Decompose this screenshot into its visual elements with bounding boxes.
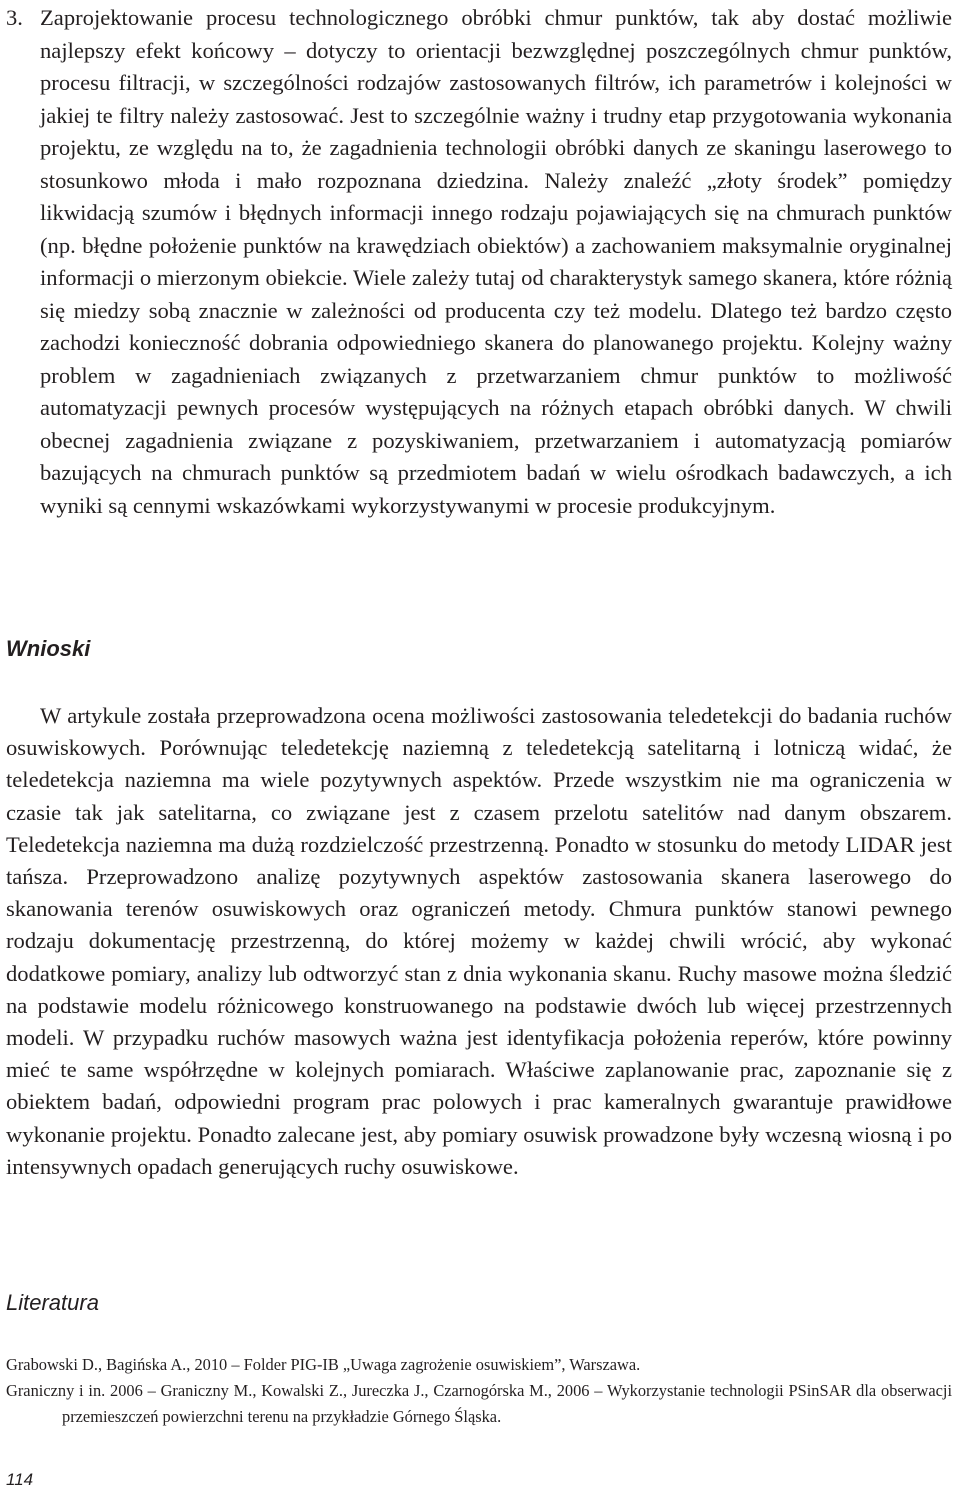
section-title-wnioski: Wnioski [6,636,91,661]
list-item-number: 3. [6,5,23,30]
reference-list [6,1352,952,1430]
page-number: 114 [6,1470,34,1489]
reference-item: Graniczny i in. 2006 – Graniczny M., Kowalski Z., Jureczka J., Czarnogórska M., 2006 – Wykorzystanie technologii PSinSAR dla obserwacji przemieszczeń powierzchni terenu na przykładzie Górnego Śląska. [6,1381,952,1426]
reference-item: Grabowski D., Bagińska A., 2010 – Folder PIG-IB „Uwaga zagrożenie osuwiskiem”, Warszawa. [6,1355,641,1374]
list-item-text: Zaprojektowanie procesu technologicznego obróbki chmur punktów, tak aby dostać możliwie najlepszy efekt końcowy – dotyczy to orientacji bezwzględnej poszczególnych chmur punktów, procesu filtracji, w szczególności rodzajów zastosowanych filtrów, ich parametrów i kolejności w jakiej te filtry należy zastosować. Jest to szczególnie ważny i trudny etap przygotowania wykonania projektu, ze względu na to, że zagadnienia technologii obróbki danych ze skaningu laserowego to stosunkowo młoda i mało rozpoznana dziedzina. Należy znaleźć „złoty środek” pomiędzy likwidacją szumów i błędnych informacji innego rodzaju pojawiających się na chmurach punktów (np. błędne położenie punktów na krawędziach obiektów) a zachowaniem maksymalnie oryginalnej informacji o mierzonym obiekcie. Wiele zależy tutaj od charakterystyk samego skanera, które różnią się miedzy sobą znacznie w zależności od producenta czy też modelu. Dlatego też bardzo często zachodzi konieczność dobrania odpowiedniego skanera do planowanego projektu. Kolejny ważny problem w zagadnieniach związanych z przetwarzaniem chmur punktów to możliwość automatyzacji pewnych procesów występujących na różnych etapach obróbki danych. W chwili obecnej zagadnienia związane z pozyskiwaniem, przetwarzaniem i automatyzacją pomiarów bazujących na chmurach punktów są przedmiotem badań w wielu ośrodkach badawczych, a ich wyniki są cennymi wskazówkami wykorzystywanymi w procesie produkcyjnym. [40,5,952,518]
list-item-3 [6,2,952,522]
wnioski-paragraph: W artykule została przeprowadzona ocena możliwości zastosowania teledetekcji do badania ruchów osuwiskowych. Porównując teledetekcję naziemną z teledetekcją satelitarną i lotniczą widać, że teledetekcja naziemna ma wiele pozytywnych aspektów. Przede wszystkim nie ma ograniczenia w czasie tak jak satelitarna, co związane jest z czasem przelotu satelitów nad danym obszarem. Teledetekcja naziemna ma dużą rozdzielczość przestrzenną. Ponadto w stosunku do metody LIDAR jest tańsza. Przeprowadzono analizę pozytywnych aspektów zastosowania skanera laserowego do skanowania terenów osuwiskowych oraz ograniczeń metody. Chmura punktów stanowi pewnego rodzaju dokumentację przestrzenną, do której możemy w każdej chwili wrócić, aby wykonać dodatkowe pomiary, analizy lub odtworzyć stan z dnia wykonania skanu. Ruchy masowe można śledzić na podstawie modelu różnicowego konstruowanego na podstawie dwóch lub więcej przestrzennych modeli. W przypadku ruchów masowych ważna jest identyfikacja położenia reperów, które powinny mieć te same współrzędne w kolejnych pomiarach. Właściwe zaplanowanie prac, zapoznanie się z obiektem badań, odpowiedni program prac polowych i prac kameralnych gwarantuje prawidłowe wykonanie projektu. Ponadto zalecane jest, aby pomiary osuwisk prowadzone były wczesną wiosną i po intensywnych opadach generujących ruchy osuwiskowe. [6,703,952,1179]
section-title-literatura: Literatura [6,1290,99,1315]
